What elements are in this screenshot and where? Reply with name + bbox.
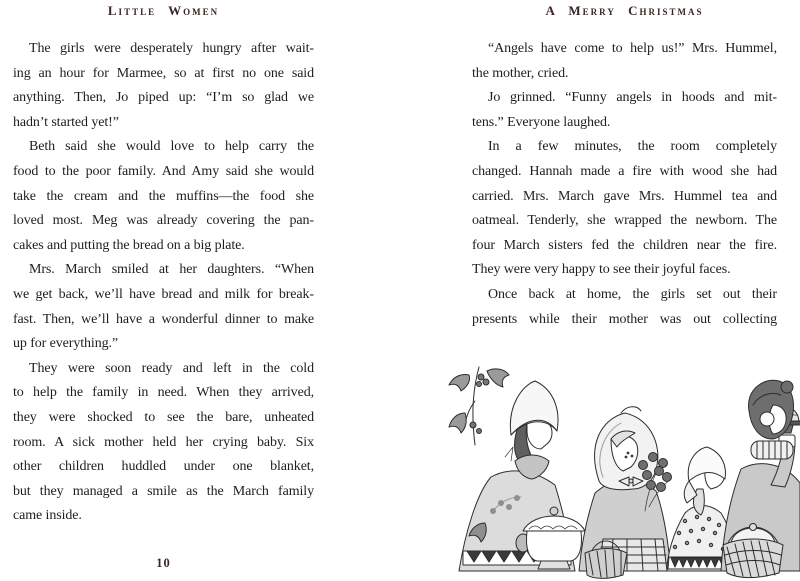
text-line: to help the family in need. When they arrived, — [13, 385, 314, 401]
text-line: cakes and putting the bread on a big plate. — [13, 237, 245, 253]
holly-icon — [449, 367, 509, 445]
paragraph — [13, 357, 314, 529]
text-line: came inside. — [13, 508, 82, 524]
text-line: tens.” Everyone laughed. — [472, 114, 611, 130]
paragraph — [472, 283, 777, 332]
paragraph — [472, 135, 777, 283]
running-head-right: A Merry Christmas — [545, 3, 704, 18]
text-line: They were very happy to see their joyful faces. — [472, 262, 731, 278]
text-line: Beth said she would love to help carry the — [29, 139, 314, 155]
text-line: other children huddled under one blanket, — [13, 459, 314, 475]
left-page — [13, 0, 314, 581]
right-text-column — [472, 37, 777, 332]
girl-with-bonnet-and-tureen — [459, 381, 585, 571]
paragraph — [13, 135, 314, 258]
text-line: the mother, cried. — [472, 65, 569, 81]
text-line: “Angels have come to help us!” Mrs. Hummel, — [488, 41, 777, 56]
text-line: In a few minutes, the room completely — [488, 139, 777, 155]
text-line: we get back, we’ll have bread and milk for break- — [13, 286, 314, 302]
text-line: food to the poor family. And Amy said she would — [13, 163, 314, 179]
text-line: anything. Then, Jo piped up: “I’m so glad we — [13, 90, 314, 106]
paragraph — [472, 37, 777, 86]
running-head-left: Little Women — [107, 3, 220, 18]
text-line: They were soon ready and left in the cold — [29, 360, 314, 376]
left-text-column — [13, 37, 314, 529]
text-line: but they managed a smile as the March family — [13, 483, 314, 499]
text-line: four March sisters fed the children near the fire. — [472, 237, 777, 253]
girl-with-earmuffs-and-pudding — [721, 380, 800, 577]
text-line: oatmeal. Tenderly, she wrapped the newborn. The — [472, 213, 777, 229]
text-line: changed. Hannah made a fire with wood she had — [472, 163, 777, 179]
illustration-march-sisters — [435, 361, 800, 581]
text-line: presents while their mother was out collecting — [472, 311, 777, 327]
page-number: 10 — [156, 556, 171, 570]
text-line: room. A sick mother held her crying baby. Six — [13, 434, 314, 450]
paragraph — [13, 37, 314, 135]
text-line: Jo grinned. “Funny angels in hoods and mit- — [488, 90, 777, 106]
text-line: ing an hour for Marmee, so at first no one said — [13, 65, 314, 81]
text-line: take the cream and the muffins—the food she — [13, 188, 314, 204]
text-line: hadn’t started yet!” — [13, 114, 119, 130]
text-line: up for everything.” — [13, 336, 119, 352]
girl-with-hood-and-bouquet — [579, 407, 672, 579]
text-line: fast. Then, we’ll have a wonderful dinner to make — [13, 311, 314, 327]
paragraph — [13, 258, 314, 356]
text-line: loved most. Meg was already covering the pan- — [13, 213, 314, 229]
text-line: Once back at home, the girls set out their — [488, 286, 777, 302]
text-line: Mrs. March smiled at her daughters. “When — [29, 262, 314, 278]
paragraph — [472, 86, 777, 135]
text-line: carried. Mrs. March gave Mrs. Hummel tea and — [472, 188, 777, 204]
text-line: The girls were desperately hungry after wait- — [29, 41, 314, 56]
text-line: they were shocked to see the bare, unheated — [13, 409, 314, 425]
